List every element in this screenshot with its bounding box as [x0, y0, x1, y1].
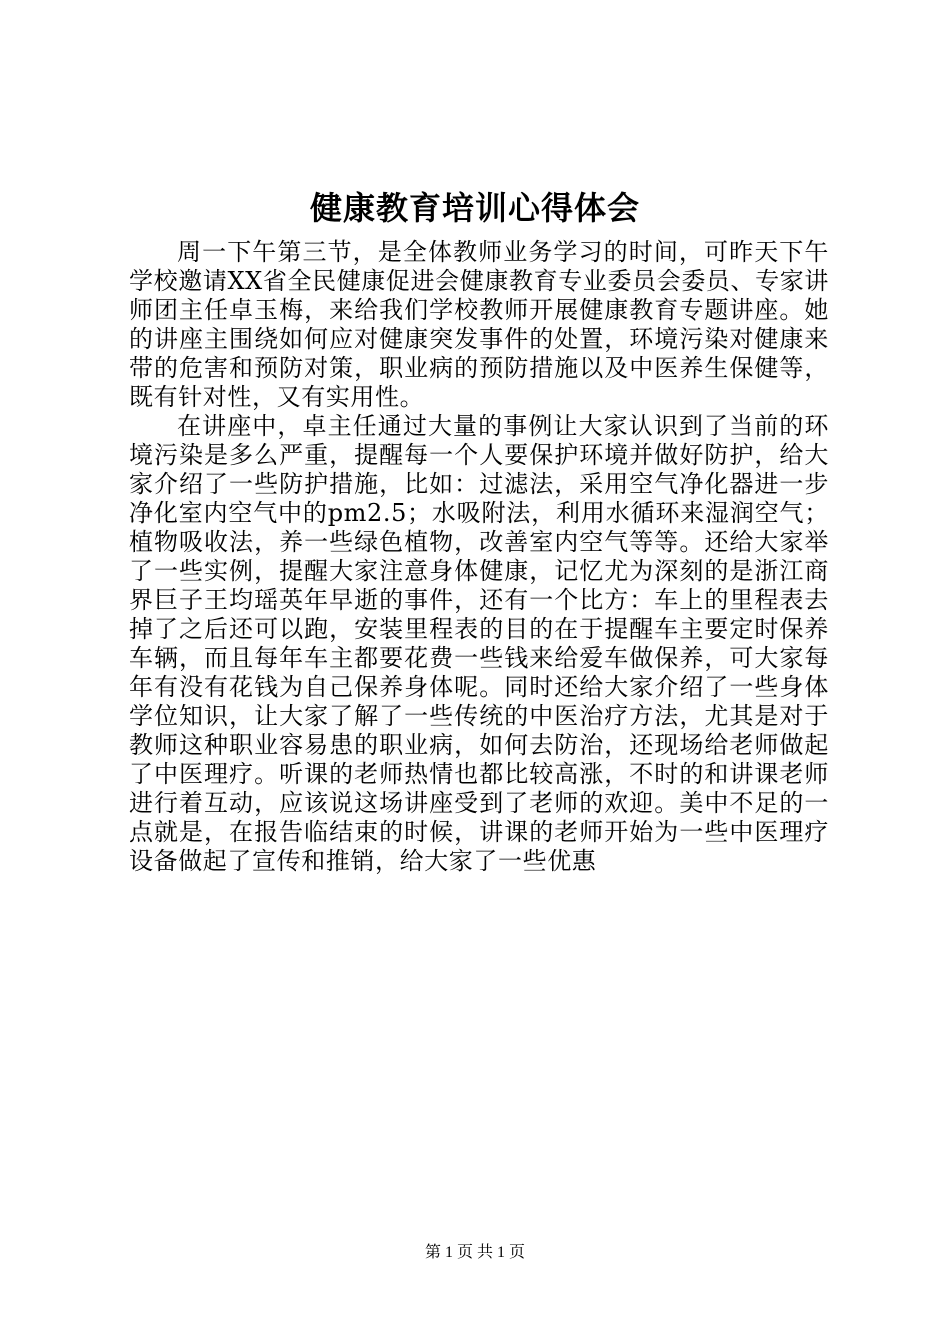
- paragraph-2: 在讲座中，卓主任通过大量的事例让大家认识到了当前的环境污染是多么严重，提醒每一个人要保护环境并做好防护，给大家介绍了一些防护措施，比如：过滤法，采用空气净化器进一步净化室内空气中的pm2.5；水吸附法，利用水循环来湿润空气；植物吸收法，养一些绿色植物，改善室内空气等等。还给大家举了一些实例，提醒大家注意身体健康，记忆尤为深刻的是浙江商界巨子王均瑶英年早逝的事件，还有一个比方：车上的里程表去掉了之后还可以跑，安装里程表的目的在于提醒车主要定时保养车辆，而且每年车主都要花费一些钱来给爱车做保养，可大家每年有没有花钱为自己保养身体呢。同时还给大家介绍了一些身体学位知识，让大家了解了一些传统的中医治疗方法，尤其是对于教师这种职业容易患的职业病，如何去防治，还现场给老师做起了中医理疗。听课的老师热情也都比较高涨，不时的和讲课老师进行着互动，应该说这场讲座受到了老师的欢迎。美中不足的一点就是，在报告临结束的时候，讲课的老师开始为一些中医理疗设备做起了宣传和推销，给大家了一些优惠: [129, 412, 829, 875]
- document-body: [129, 238, 829, 876]
- paragraph-1: 周一下午第三节，是全体教师业务学习的时间，可昨天下午学校邀请XX省全民健康促进会健康教育专业委员会委员、专家讲师团主任卓玉梅，来给我们学校教师开展健康教育专题讲座。她的讲座主围绕如何应对健康突发事件的处置，环境污染对健康来带的危害和预防对策，职业病的预防措施以及中医养生保健等，既有针对性，又有实用性。: [129, 238, 829, 411]
- document-title: 健康教育培训心得体会: [309, 189, 640, 227]
- page-number-footer: 第 1 页 共 1 页: [424, 1244, 525, 1261]
